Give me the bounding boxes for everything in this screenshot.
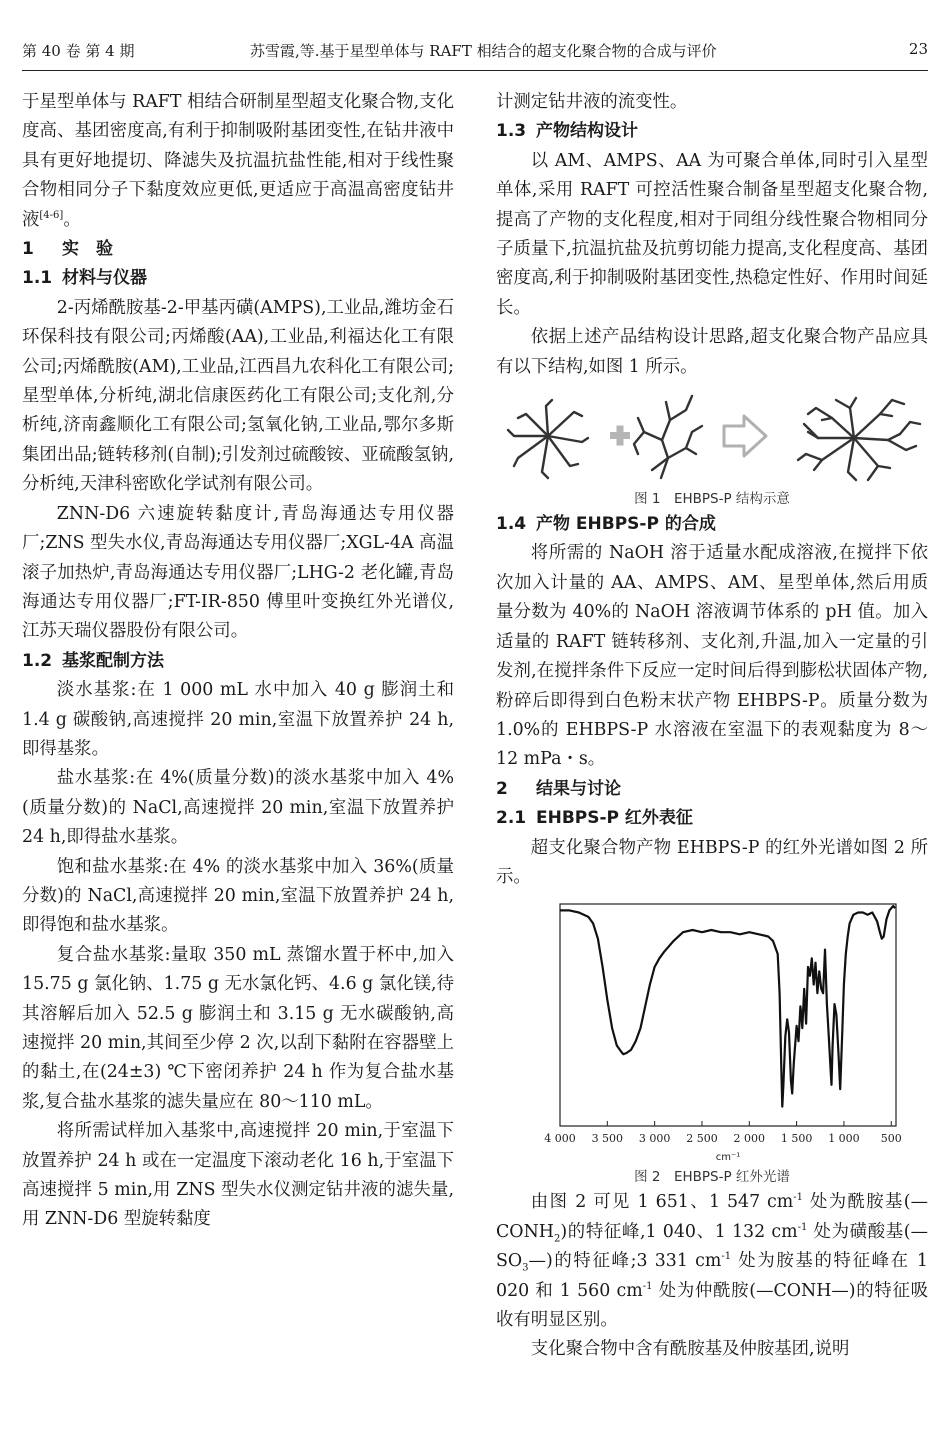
figure-1-structure-diagram	[496, 388, 928, 488]
x-tick-label: 3 000	[638, 1132, 671, 1146]
page-number: 23	[908, 40, 928, 58]
figure-2-ir-spectrum	[496, 898, 928, 1166]
test-method-paragraph: 将所需试样加入基浆中,高速搅拌 20 min,于室温下放置养护 24 h 或在一定温度下滚动老化 16 h,于室温下高速搅拌 5 min,用 ZNS 型失水仪测定钻井液的滤失量,用 ZNN-D6 型旋转黏度	[22, 1121, 454, 1230]
running-header	[22, 34, 928, 71]
design-paragraph-2: 依据上述产品结构设计思路,超支化聚合物产品应具有以下结构,如图 1 所示。	[496, 327, 928, 377]
left-column	[22, 88, 454, 1235]
brine-mud-paragraph: 盐水基浆:在 4%(质量分数)的淡水基浆中加入 4%(质量分数)的 NaCl,高速搅拌 20 min,室温下放置养护 24 h,即得盐水基浆。	[22, 768, 454, 848]
instruments-paragraph: ZNN-D6 六速旋转黏度计,青岛海通达专用仪器厂;ZNS 型失水仪,青岛海通达专用仪器厂;XGL-4A 高温滚子加热炉,青岛海通达专用仪器厂;LHG-2 老化罐,青岛海通达专用仪器厂;FT-IR-850 傅里叶变换红外光谱仪,江苏天瑞仪器股份有限公司。	[22, 503, 454, 642]
ir-intro-paragraph: 超支化聚合物产物 EHBPS-P 的红外光谱如图 2 所示。	[496, 837, 928, 887]
continued-paragraph: 计测定钻井液的流变性。	[496, 92, 688, 112]
structure-schematic	[496, 388, 928, 488]
subsection-heading-synthesis: 1.4 产物 EHBPS-P 的合成	[496, 514, 716, 535]
subsection-heading-ir: 2.1 EHBPS-P 红外表征	[496, 808, 693, 829]
intro-paragraph: 于星型单体与 RAFT 相结合研制星型超支化聚合物,支化度高、基团密度高,有利于抑制吸附基团变性,在钻井液中具有更好地提切、降滤失及抗温抗盐性能,相对于线性聚合物相同分子下黏度效应更低,更适应于高温高密度钻井液[4-6]。	[22, 92, 454, 230]
materials-paragraph: 2-丙烯酰胺基-2-甲基丙磺(AMPS),工业品,潍坊金石环保科技有限公司;丙烯酸(AA),工业品,利福达化工有限公司;丙烯酰胺(AM),工业品,江西昌九农科化工有限公司;星型单体,分析纯,湖北信康医药化工有限公司;支化剂,分析纯,济南鑫顺化工有限公司;氢氧化钠,工业品,鄂尔多斯集团出品;链转移剂(自制);引发剂过硫酸铵、亚硫酸氢钠,分析纯,天津科密欧化学试剂有限公司。	[22, 297, 454, 495]
ir-analysis-paragraph: 由图 2 可见 1 651、1 547 $cm^{-1}$ 处为酰胺基$(—CONH_2)$的特征峰,1 040、1 132 $cm^{-1}$ 处为磺酸基$(—SO_3—)$的特征峰;3 331 $cm^{-1}$ 处为胺基的特征峰在 1 020 和 1 560 $cm^{-1}$ 处为仲酰胺(—CONH—)的特征吸收有明显区别。	[496, 1192, 929, 1330]
subsection-heading-structure-design: 1.3 产物结构设计	[496, 121, 638, 142]
plus-icon	[610, 426, 630, 446]
ir-spectrum-line	[560, 906, 895, 1107]
journal-issue: 第 40 卷 第 4 期	[22, 42, 135, 60]
arrow-right-icon	[724, 416, 766, 456]
right-column	[496, 88, 928, 1365]
branched-chain-icon	[634, 396, 702, 478]
x-tick-label: 1 000	[828, 1132, 860, 1146]
citation-ref[interactable]: [4-6]	[39, 209, 64, 221]
figure-1-caption: 图 1 EHBPS-P 结构示意	[634, 491, 790, 508]
x-tick-label: 2 500	[686, 1132, 718, 1146]
subsection-heading-materials: 1.1 材料与仪器	[22, 268, 147, 289]
x-tick-label: 3 500	[591, 1132, 624, 1146]
x-tick-label: 1 500	[780, 1132, 813, 1146]
saturated-brine-mud-paragraph: 饱和盐水基浆:在 4% 的淡水基浆中加入 36%(质量分数)的 NaCl,高速搅拌 20 min,室温下放置养护 24 h,即得饱和盐水基浆。	[22, 856, 454, 936]
star-monomer-icon	[508, 400, 588, 478]
fresh-water-mud-paragraph: 淡水基浆:在 1 000 mL 水中加入 40 g 膨润土和 1.4 g 碳酸钠,高速搅拌 20 min,室温下放置养护 24 h,即得基浆。	[22, 680, 454, 759]
ir-spectrum-chart	[496, 898, 928, 1166]
section-heading-experiment: 1 实 验	[22, 239, 113, 260]
synthesis-paragraph: 将所需的 NaOH 溶于适量水配成溶液,在搅拌下依次加入计量的 AA、AMPS、AM、星型单体,然后用质量分数为 40%的 NaOH 溶液调节体系的 pH 值。加入适量的 RAFT 链转移剂、支化剂,升温,加入一定量的引发剂,在搅拌条件下反应一定时间后得到膨松状固体产物,粉碎后即得到白色粉末状产物 EHBPS-P。质量分数为 1.0%的 EHBPS-P 水溶液在室温下的表观黏度为 8～12 mPa・s。	[496, 543, 928, 770]
x-tick-label: 500	[880, 1132, 902, 1146]
last-paragraph: 支化聚合物中含有酰胺基及仲胺基团,说明	[530, 1339, 850, 1360]
subsection-heading-base-mud: 1.2 基浆配制方法	[22, 650, 164, 671]
x-tick-label: 2 000	[733, 1132, 766, 1146]
x-tick-label: 4 000	[544, 1132, 576, 1146]
design-paragraph: 以 AM、AMPS、AA 为可聚合单体,同时引入星型单体,采用 RAFT 可控活性聚合制备星型超支化聚合物,提高了产物的支化程度,相对于同组分线性聚合物相同分子质量下,抗温抗盐及抗剪切能力提高,支化程度高、基团密度高,利于抑制吸附基团变性,热稳定性好、作用时间延长。	[496, 150, 928, 318]
figure-2-caption: 图 2 EHBPS-P 红外光谱	[634, 1169, 790, 1186]
hyperbranched-polymer-icon	[798, 398, 920, 480]
x-axis-label: cm⁻¹	[715, 1152, 741, 1164]
section-heading-results: 2 结果与讨论	[496, 778, 621, 799]
x-axis-ticks	[544, 1121, 902, 1145]
running-title: 苏雪霞,等.基于星型单体与 RAFT 相结合的超支化聚合物的合成与评价	[250, 42, 717, 60]
composite-brine-mud-paragraph: 复合盐水基浆:量取 350 mL 蒸馏水置于杯中,加入 15.75 g 氯化钠、1.75 g 无水氯化钙、4.6 g 氯化镁,待其溶解后加入 52.5 g 膨润土和 3.15 g 无水碳酸钠,高速搅拌 20 min,其间至少停 2 次,以刮下黏附在容器壁上的黏土,在(24±3) ℃下密闭养护 24 h 作为复合盐水基浆,复合盐水基浆的滤失量应在 80～110 mL。	[22, 944, 454, 1112]
